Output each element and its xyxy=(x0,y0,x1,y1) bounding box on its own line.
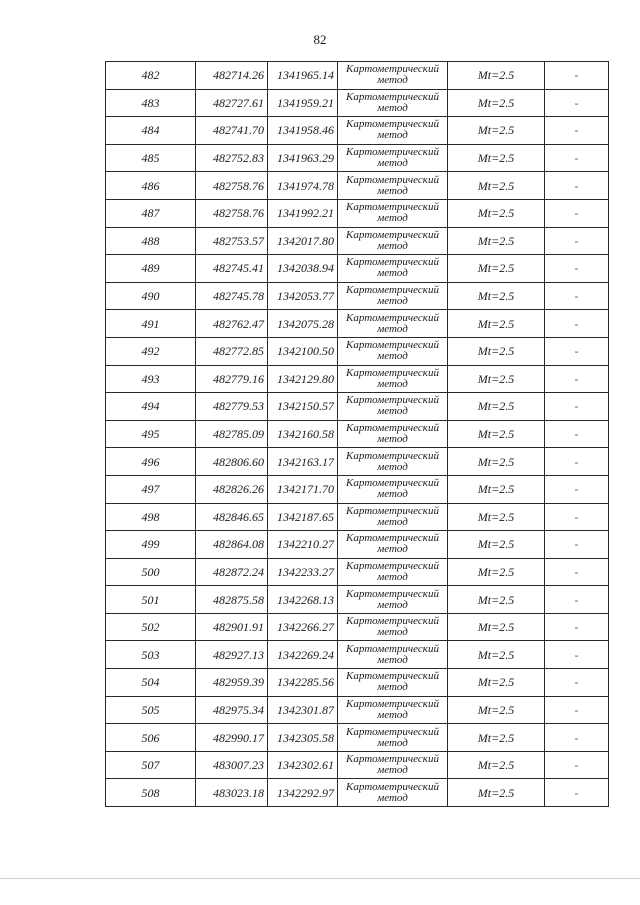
x-coordinate-cell: 482864.08 xyxy=(196,531,268,559)
accuracy-cell: Mt=2.5 xyxy=(448,696,545,724)
point-number-cell: 488 xyxy=(106,227,196,255)
table-row xyxy=(106,420,609,448)
method-cell xyxy=(338,420,448,448)
method-line-1: Картометрический xyxy=(346,284,439,297)
method-cell xyxy=(338,751,448,779)
note-cell: - xyxy=(545,282,609,310)
accuracy-cell: Mt=2.5 xyxy=(448,531,545,559)
point-number-cell: 502 xyxy=(106,613,196,641)
y-coordinate-cell: 1342285.56 xyxy=(268,669,338,697)
accuracy-cell: Mt=2.5 xyxy=(448,393,545,421)
table-row xyxy=(106,613,609,641)
note-cell: - xyxy=(545,89,609,117)
point-number-cell: 483 xyxy=(106,89,196,117)
y-coordinate-cell: 1342075.28 xyxy=(268,310,338,338)
method-line-1: Картометрический xyxy=(346,366,439,379)
x-coordinate-cell: 482872.24 xyxy=(196,558,268,586)
x-coordinate-cell: 482875.58 xyxy=(196,586,268,614)
y-coordinate-cell: 1341992.21 xyxy=(268,199,338,227)
table-row xyxy=(106,448,609,476)
accuracy-cell: Mt=2.5 xyxy=(448,199,545,227)
point-number-cell: 489 xyxy=(106,255,196,283)
x-coordinate-cell: 482714.26 xyxy=(196,62,268,90)
method-line-1: Картометрический xyxy=(346,339,439,352)
note-cell: - xyxy=(545,420,609,448)
accuracy-cell: Mt=2.5 xyxy=(448,641,545,669)
note-cell: - xyxy=(545,613,609,641)
note-cell: - xyxy=(545,337,609,365)
table-row xyxy=(106,62,609,90)
method-line-1: Картометрический xyxy=(346,780,439,793)
point-number-cell: 503 xyxy=(106,641,196,669)
method-line-1: Картометрический xyxy=(346,449,439,462)
y-coordinate-cell: 1342302.61 xyxy=(268,751,338,779)
page-number: 82 xyxy=(313,32,327,47)
method-cell xyxy=(338,144,448,172)
method-line-2: метод xyxy=(377,708,408,721)
note-cell: - xyxy=(545,669,609,697)
method-cell xyxy=(338,199,448,227)
method-cell xyxy=(338,724,448,752)
method-line-1: Картометрический xyxy=(346,532,439,545)
method-line-2: метод xyxy=(377,377,408,390)
accuracy-cell: Mt=2.5 xyxy=(448,448,545,476)
accuracy-cell: Mt=2.5 xyxy=(448,586,545,614)
method-cell xyxy=(338,117,448,145)
point-number-cell: 487 xyxy=(106,199,196,227)
method-line-1: Картометрический xyxy=(346,394,439,407)
table-row xyxy=(106,751,609,779)
method-cell xyxy=(338,669,448,697)
y-coordinate-cell: 1342100.50 xyxy=(268,337,338,365)
note-cell: - xyxy=(545,172,609,200)
method-line-2: метод xyxy=(377,212,408,225)
method-line-2: метод xyxy=(377,543,408,556)
method-line-2: метод xyxy=(377,239,408,252)
method-line-2: метод xyxy=(377,764,408,777)
y-coordinate-cell: 1342171.70 xyxy=(268,475,338,503)
note-cell: - xyxy=(545,310,609,338)
table-row xyxy=(106,310,609,338)
x-coordinate-cell: 482779.53 xyxy=(196,393,268,421)
note-cell: - xyxy=(545,255,609,283)
page-bottom-rule xyxy=(0,878,640,879)
table-row xyxy=(106,586,609,614)
x-coordinate-cell: 482745.78 xyxy=(196,282,268,310)
method-line-1: Картометрический xyxy=(346,615,439,628)
method-cell xyxy=(338,393,448,421)
method-line-1: Картометрический xyxy=(346,311,439,324)
point-number-cell: 501 xyxy=(106,586,196,614)
point-number-cell: 491 xyxy=(106,310,196,338)
method-line-1: Картометрический xyxy=(346,725,439,738)
method-line-1: Картометрический xyxy=(346,201,439,214)
table-row xyxy=(106,503,609,531)
method-line-1: Картометрический xyxy=(346,256,439,269)
accuracy-cell: Mt=2.5 xyxy=(448,337,545,365)
accuracy-cell: Mt=2.5 xyxy=(448,613,545,641)
accuracy-cell: Mt=2.5 xyxy=(448,117,545,145)
y-coordinate-cell: 1342053.77 xyxy=(268,282,338,310)
method-line-2: метод xyxy=(377,653,408,666)
method-line-2: метод xyxy=(377,570,408,583)
accuracy-cell: Mt=2.5 xyxy=(448,558,545,586)
method-cell xyxy=(338,255,448,283)
note-cell: - xyxy=(545,227,609,255)
method-cell xyxy=(338,337,448,365)
accuracy-cell: Mt=2.5 xyxy=(448,724,545,752)
table-row xyxy=(106,641,609,669)
note-cell: - xyxy=(545,448,609,476)
method-line-1: Картометрический xyxy=(346,118,439,131)
method-line-1: Картометрический xyxy=(346,90,439,103)
x-coordinate-cell: 482785.09 xyxy=(196,420,268,448)
accuracy-cell: Mt=2.5 xyxy=(448,144,545,172)
method-cell xyxy=(338,475,448,503)
point-number-cell: 482 xyxy=(106,62,196,90)
accuracy-cell: Mt=2.5 xyxy=(448,751,545,779)
method-cell xyxy=(338,641,448,669)
point-number-cell: 498 xyxy=(106,503,196,531)
table-row xyxy=(106,117,609,145)
y-coordinate-cell: 1342210.27 xyxy=(268,531,338,559)
x-coordinate-cell: 482901.91 xyxy=(196,613,268,641)
x-coordinate-cell: 482752.83 xyxy=(196,144,268,172)
method-line-2: метод xyxy=(377,405,408,418)
x-coordinate-cell: 482826.26 xyxy=(196,475,268,503)
accuracy-cell: Mt=2.5 xyxy=(448,172,545,200)
table-row xyxy=(106,475,609,503)
accuracy-cell: Mt=2.5 xyxy=(448,669,545,697)
note-cell: - xyxy=(545,144,609,172)
method-cell xyxy=(338,586,448,614)
method-cell xyxy=(338,613,448,641)
note-cell: - xyxy=(545,199,609,227)
method-line-2: метод xyxy=(377,157,408,170)
y-coordinate-cell: 1342269.24 xyxy=(268,641,338,669)
table-row xyxy=(106,365,609,393)
accuracy-cell: Mt=2.5 xyxy=(448,503,545,531)
y-coordinate-cell: 1342305.58 xyxy=(268,724,338,752)
method-cell xyxy=(338,531,448,559)
table-row xyxy=(106,393,609,421)
table-row xyxy=(106,779,609,807)
y-coordinate-cell: 1342301.87 xyxy=(268,696,338,724)
method-line-2: метод xyxy=(377,515,408,528)
note-cell: - xyxy=(545,779,609,807)
y-coordinate-cell: 1341974.78 xyxy=(268,172,338,200)
method-line-1: Картометрический xyxy=(346,504,439,517)
note-cell: - xyxy=(545,393,609,421)
method-line-1: Картометрический xyxy=(346,697,439,710)
x-coordinate-cell: 482806.60 xyxy=(196,448,268,476)
x-coordinate-cell: 482758.76 xyxy=(196,172,268,200)
table-row xyxy=(106,282,609,310)
note-cell: - xyxy=(545,531,609,559)
x-coordinate-cell: 482762.47 xyxy=(196,310,268,338)
y-coordinate-cell: 1342038.94 xyxy=(268,255,338,283)
table-row xyxy=(106,337,609,365)
table-row xyxy=(106,172,609,200)
method-line-2: метод xyxy=(377,433,408,446)
table-row xyxy=(106,199,609,227)
x-coordinate-cell: 482990.17 xyxy=(196,724,268,752)
y-coordinate-cell: 1341965.14 xyxy=(268,62,338,90)
table-row xyxy=(106,669,609,697)
y-coordinate-cell: 1342150.57 xyxy=(268,393,338,421)
method-line-1: Картометрический xyxy=(346,587,439,600)
point-number-cell: 496 xyxy=(106,448,196,476)
table-row xyxy=(106,531,609,559)
x-coordinate-cell: 482927.13 xyxy=(196,641,268,669)
method-line-2: метод xyxy=(377,791,408,804)
table-row xyxy=(106,696,609,724)
point-number-cell: 485 xyxy=(106,144,196,172)
point-number-cell: 500 xyxy=(106,558,196,586)
y-coordinate-cell: 1342266.27 xyxy=(268,613,338,641)
note-cell: - xyxy=(545,724,609,752)
method-cell xyxy=(338,227,448,255)
method-line-1: Картометрический xyxy=(346,63,439,76)
accuracy-cell: Mt=2.5 xyxy=(448,365,545,393)
note-cell: - xyxy=(545,475,609,503)
accuracy-cell: Mt=2.5 xyxy=(448,282,545,310)
point-number-cell: 484 xyxy=(106,117,196,145)
method-line-1: Картометрический xyxy=(346,642,439,655)
method-line-2: метод xyxy=(377,267,408,280)
table-row xyxy=(106,724,609,752)
note-cell: - xyxy=(545,117,609,145)
method-cell xyxy=(338,89,448,117)
method-cell xyxy=(338,779,448,807)
y-coordinate-cell: 1342187.65 xyxy=(268,503,338,531)
table-row xyxy=(106,227,609,255)
method-line-2: метод xyxy=(377,460,408,473)
y-coordinate-cell: 1342160.58 xyxy=(268,420,338,448)
point-number-cell: 504 xyxy=(106,669,196,697)
method-cell xyxy=(338,696,448,724)
point-number-cell: 506 xyxy=(106,724,196,752)
table-row xyxy=(106,558,609,586)
y-coordinate-cell: 1342292.97 xyxy=(268,779,338,807)
method-line-1: Картометрический xyxy=(346,422,439,435)
coordinates-table xyxy=(105,61,609,807)
point-number-cell: 508 xyxy=(106,779,196,807)
point-number-cell: 507 xyxy=(106,751,196,779)
method-line-2: метод xyxy=(377,736,408,749)
x-coordinate-cell: 482779.16 xyxy=(196,365,268,393)
method-line-1: Картометрический xyxy=(346,173,439,186)
table-row xyxy=(106,144,609,172)
method-cell xyxy=(338,62,448,90)
x-coordinate-cell: 482753.57 xyxy=(196,227,268,255)
point-number-cell: 499 xyxy=(106,531,196,559)
note-cell: - xyxy=(545,696,609,724)
method-line-1: Картометрический xyxy=(346,228,439,241)
x-coordinate-cell: 483007.23 xyxy=(196,751,268,779)
accuracy-cell: Mt=2.5 xyxy=(448,255,545,283)
note-cell: - xyxy=(545,641,609,669)
method-cell xyxy=(338,558,448,586)
point-number-cell: 486 xyxy=(106,172,196,200)
method-line-2: метод xyxy=(377,626,408,639)
method-cell xyxy=(338,365,448,393)
method-line-2: метод xyxy=(377,322,408,335)
point-number-cell: 495 xyxy=(106,420,196,448)
method-cell xyxy=(338,282,448,310)
y-coordinate-cell: 1342129.80 xyxy=(268,365,338,393)
y-coordinate-cell: 1341963.29 xyxy=(268,144,338,172)
note-cell: - xyxy=(545,751,609,779)
note-cell: - xyxy=(545,586,609,614)
x-coordinate-cell: 482727.61 xyxy=(196,89,268,117)
method-cell xyxy=(338,448,448,476)
method-line-2: метод xyxy=(377,488,408,501)
point-number-cell: 494 xyxy=(106,393,196,421)
method-line-1: Картометрический xyxy=(346,559,439,572)
method-line-2: метод xyxy=(377,184,408,197)
x-coordinate-cell: 482758.76 xyxy=(196,199,268,227)
accuracy-cell: Mt=2.5 xyxy=(448,420,545,448)
accuracy-cell: Mt=2.5 xyxy=(448,62,545,90)
x-coordinate-cell: 482745.41 xyxy=(196,255,268,283)
accuracy-cell: Mt=2.5 xyxy=(448,779,545,807)
y-coordinate-cell: 1342163.17 xyxy=(268,448,338,476)
method-line-2: метод xyxy=(377,101,408,114)
table-row xyxy=(106,255,609,283)
x-coordinate-cell: 483023.18 xyxy=(196,779,268,807)
point-number-cell: 505 xyxy=(106,696,196,724)
method-line-1: Картометрический xyxy=(346,670,439,683)
method-cell xyxy=(338,172,448,200)
y-coordinate-cell: 1342268.13 xyxy=(268,586,338,614)
x-coordinate-cell: 482846.65 xyxy=(196,503,268,531)
method-line-2: метод xyxy=(377,681,408,694)
note-cell: - xyxy=(545,62,609,90)
note-cell: - xyxy=(545,503,609,531)
method-line-1: Картометрический xyxy=(346,753,439,766)
point-number-cell: 497 xyxy=(106,475,196,503)
method-line-2: метод xyxy=(377,350,408,363)
accuracy-cell: Mt=2.5 xyxy=(448,310,545,338)
point-number-cell: 493 xyxy=(106,365,196,393)
y-coordinate-cell: 1342233.27 xyxy=(268,558,338,586)
point-number-cell: 492 xyxy=(106,337,196,365)
method-line-2: метод xyxy=(377,598,408,611)
accuracy-cell: Mt=2.5 xyxy=(448,227,545,255)
method-cell xyxy=(338,310,448,338)
method-cell xyxy=(338,503,448,531)
y-coordinate-cell: 1342017.80 xyxy=(268,227,338,255)
x-coordinate-cell: 482959.39 xyxy=(196,669,268,697)
x-coordinate-cell: 482741.70 xyxy=(196,117,268,145)
coordinates-table-body xyxy=(106,62,609,807)
method-line-2: метод xyxy=(377,129,408,142)
table-row xyxy=(106,89,609,117)
method-line-2: метод xyxy=(377,74,408,87)
y-coordinate-cell: 1341958.46 xyxy=(268,117,338,145)
note-cell: - xyxy=(545,558,609,586)
accuracy-cell: Mt=2.5 xyxy=(448,89,545,117)
x-coordinate-cell: 482772.85 xyxy=(196,337,268,365)
method-line-2: метод xyxy=(377,295,408,308)
method-line-1: Картометрический xyxy=(346,477,439,490)
method-line-1: Картометрический xyxy=(346,146,439,159)
point-number-cell: 490 xyxy=(106,282,196,310)
note-cell: - xyxy=(545,365,609,393)
x-coordinate-cell: 482975.34 xyxy=(196,696,268,724)
accuracy-cell: Mt=2.5 xyxy=(448,475,545,503)
y-coordinate-cell: 1341959.21 xyxy=(268,89,338,117)
